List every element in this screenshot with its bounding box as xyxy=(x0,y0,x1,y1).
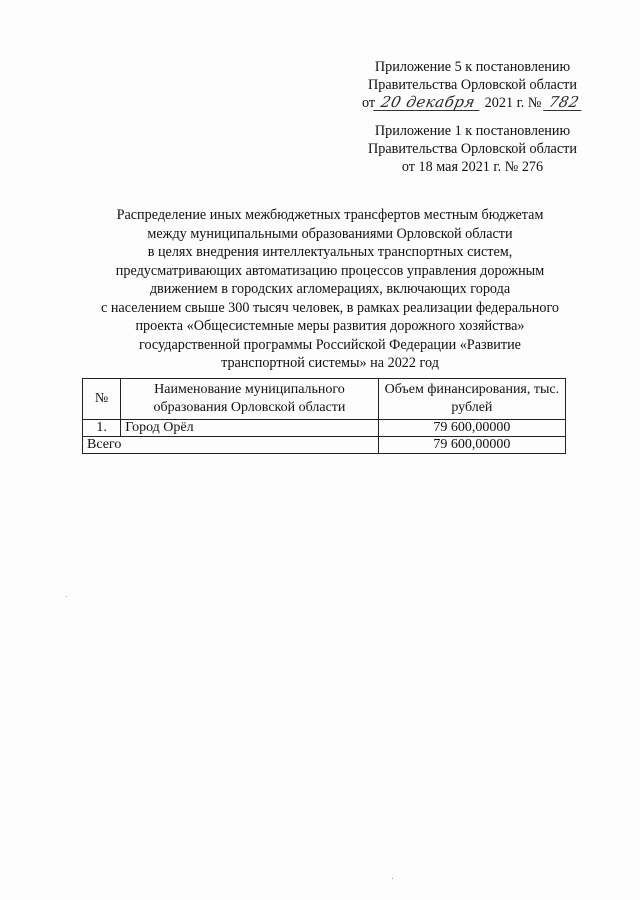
date-prefix: от xyxy=(362,95,376,111)
title-line: государственной программы Российской Федерации «Развитие xyxy=(139,336,521,353)
appendix-current-line1: Приложение 5 к постановлению xyxy=(374,59,571,75)
row-number: 1. xyxy=(83,420,121,437)
total-amount: 79 600,00000 xyxy=(378,437,565,454)
title-line: с населением свыше 300 тысяч человек, в рамках реализации федерального xyxy=(101,299,559,316)
appendix-original-line1: Приложение 1 к постановлению xyxy=(374,123,571,139)
table-row xyxy=(83,420,566,437)
document-title xyxy=(70,206,590,373)
date-suffix: 2021 г. № xyxy=(484,95,542,111)
appendix-original-line2: Правительства Орловской области xyxy=(368,141,577,157)
title-line: в целях внедрения интеллектуальных транспортных систем, xyxy=(147,244,513,260)
appendix-current xyxy=(330,58,615,112)
title-line: Распределение иных межбюджетных трансфертов местным бюджетам xyxy=(116,207,544,223)
table-header-row xyxy=(83,379,566,420)
row-municipality: Город Орёл xyxy=(121,420,379,437)
title-line: движением в городских агломерациях, включающих города xyxy=(149,281,511,297)
scan-artifact xyxy=(392,878,393,879)
total-label: Всего xyxy=(83,437,379,454)
header-municipality: Наименование муниципального образования Орловской области xyxy=(121,379,379,420)
handwritten-number: 782 xyxy=(543,94,585,111)
title-line: проекта «Общесистемные меры развития дорожного хозяйства» xyxy=(135,318,525,334)
appendix-original-line3: от 18 мая 2021 г. № 276 xyxy=(401,159,544,175)
appendix-original xyxy=(330,122,615,176)
appendix-current-date-line xyxy=(330,94,615,112)
table-total-row xyxy=(83,437,566,454)
title-line: предусматривающих автоматизацию процессов управления дорожным xyxy=(115,262,545,279)
appendix-current-line2: Правительства Орловской области xyxy=(368,77,577,93)
row-amount: 79 600,00000 xyxy=(378,420,565,437)
scan-artifact xyxy=(66,596,67,597)
title-line: между муниципальными образованиями Орловской области xyxy=(147,225,513,242)
header-amount: Объем финансирования, тыс. рублей xyxy=(378,379,565,420)
header-number: № xyxy=(83,379,121,420)
allocation-table xyxy=(82,378,566,454)
title-line: транспортной системы» на 2022 год xyxy=(221,355,439,371)
handwritten-date: 20 декабря xyxy=(373,94,483,111)
